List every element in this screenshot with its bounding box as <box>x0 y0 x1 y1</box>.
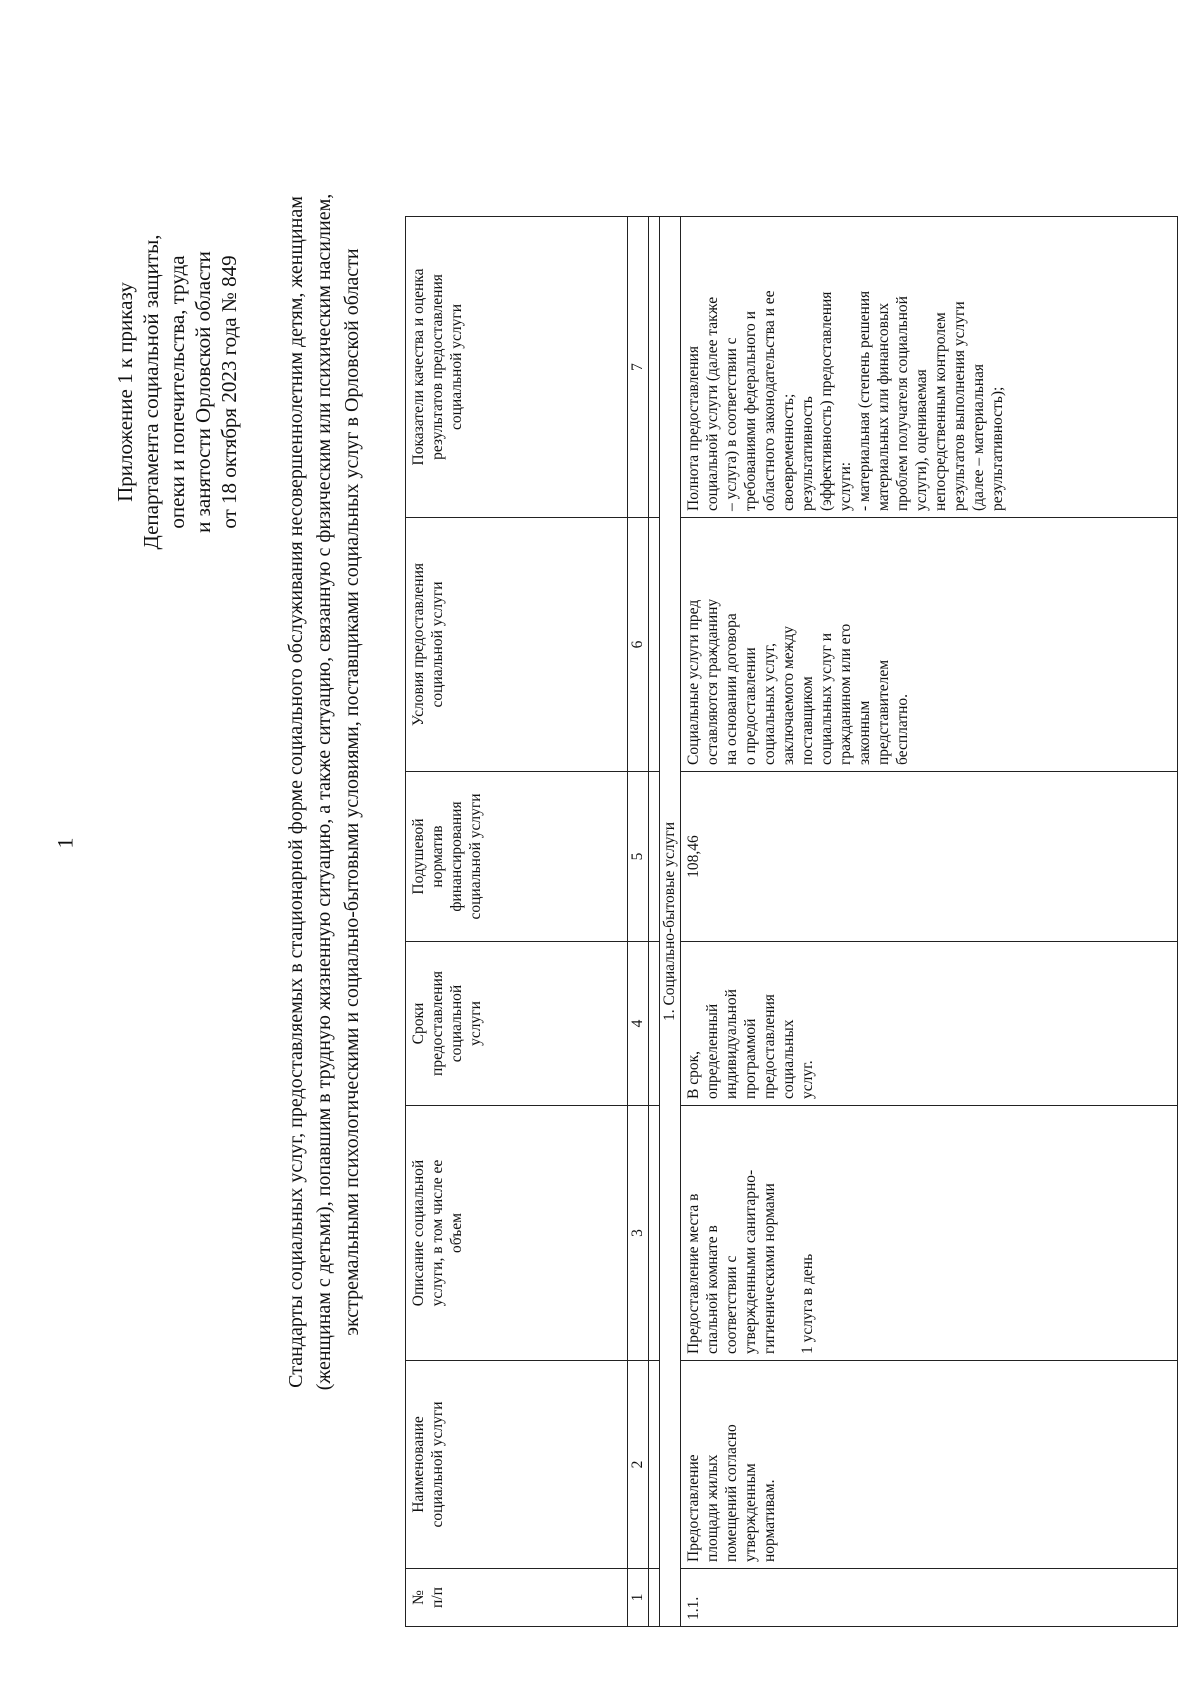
header-cell-conditions: Условия предоставления социальной услуги <box>406 518 628 772</box>
title-line: (женщинам с детьми), попавшим в трудную жизненную ситуацию, а также ситуацию, связанную с физическим или психическим насилием, <box>313 193 335 1391</box>
row-terms: В срок, определенный индивидуальной программой предоставления социальных услуг. <box>681 942 1178 1106</box>
row-number: 1.1. <box>681 1569 1178 1627</box>
table-row <box>681 217 1178 1627</box>
row-norm: 108,46 <box>681 772 1178 942</box>
column-number: 6 <box>628 518 649 772</box>
row-description: Предоставление места в спальной комнате в соответствии с утвержденными санитарно- гигиеническими нормами 1 услуга в день <box>681 1106 1178 1361</box>
section-row <box>660 217 681 1627</box>
header-cell-service-name: Наименование социальной услуги <box>406 1361 628 1569</box>
approval-line: Департамента социальной защиты, <box>139 234 163 550</box>
row-conditions: Социальные услуги пред оставляются гражданину на основании договора о предоставлении социальных услуг, заключаемого между поставщиком социальных услуг и гражданином или его законным представителем бесплатно. <box>681 518 1178 772</box>
section-title: 1. Социально-бытовые услуги <box>660 217 681 1627</box>
page-number: 1 <box>52 837 78 849</box>
approval-line: от 18 октября 2023 года № 849 <box>217 255 241 529</box>
title-line: экстремальными психологическими и социально-бытовыми условиями, поставщиками социальных услуг в Орловской области <box>341 248 363 1336</box>
column-number: 7 <box>628 217 649 518</box>
header-cell-number: № п/п <box>406 1569 628 1627</box>
column-number: 5 <box>628 772 649 942</box>
document-title <box>282 57 366 1527</box>
column-number: 1 <box>628 1569 649 1627</box>
header-cell-quality: Показатели качества и оценка результатов предоставления социальной услуги <box>406 217 628 518</box>
column-number: 2 <box>628 1361 649 1569</box>
standards-table <box>405 216 1178 1627</box>
row-service-name: Предоставление площади жилых помещений согласно утвержденным нормативам. <box>681 1361 1178 1569</box>
title-line: Стандарты социальных услуг, предоставляемых в стационарной форме социального обслуживания несовершеннолетним детям, женщинам <box>285 196 307 1388</box>
header-cell-description: Описание социальной услуги, в том числе ее объем <box>406 1106 628 1361</box>
header-cell-terms: Сроки предоставления социальной услуги <box>406 942 628 1106</box>
column-number: 3 <box>628 1106 649 1361</box>
approval-stamp-text <box>112 112 242 672</box>
column-number-row <box>628 217 649 1627</box>
approval-line: Приложение 1 к приказу <box>113 282 137 502</box>
row-quality: Полнота предоставления социальной услуги (далее также – услуга) в соответствии с требованиями федерального и областного законодательства и ее своевременность; результативность (эффективность) предоставления услуги: - материальная (степень решения материальных или финансовых проблем получателя социальной услуги), оцениваемая непосредственным контролем результатов выполнения услуги (далее – материальная результативность); <box>681 217 1178 518</box>
approval-line: и занятости Орловской области <box>191 251 215 533</box>
approval-line: опеки и попечительства, труда <box>165 255 189 529</box>
spacer-row <box>649 217 660 1627</box>
column-number: 4 <box>628 942 649 1106</box>
header-row <box>406 217 628 1627</box>
header-cell-norm: Подушевой норматив финансирования социальной услуги <box>406 772 628 942</box>
